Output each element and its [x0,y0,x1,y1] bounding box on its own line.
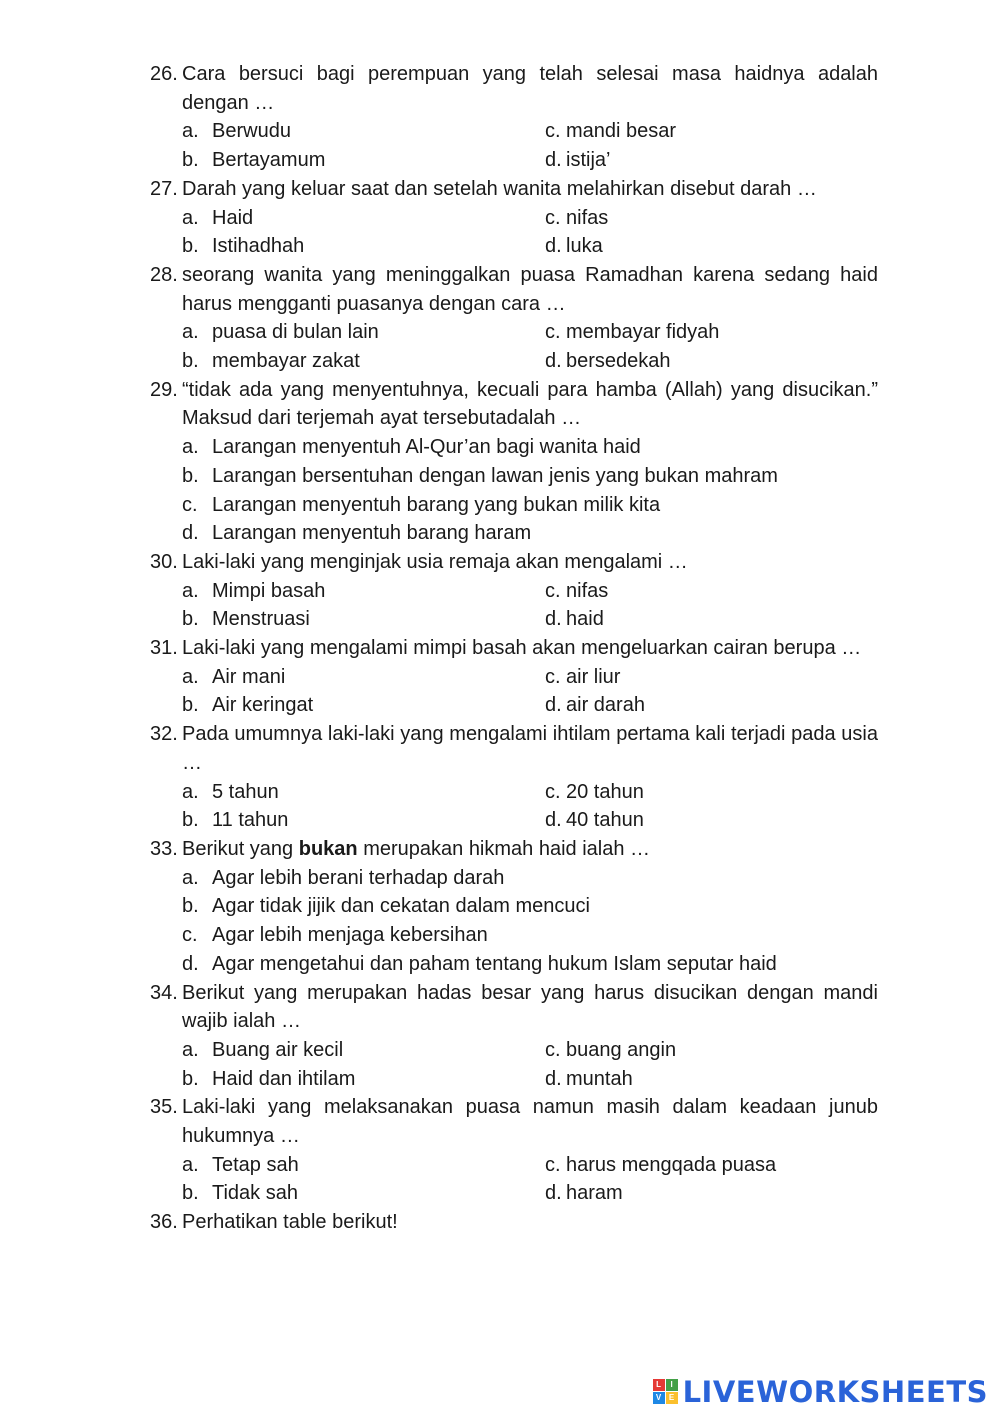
question-number: 32. [150,723,178,746]
option-text: Menstruasi [212,608,310,631]
question-number: 28. [150,263,178,286]
answer-option[interactable] [182,232,545,261]
question-number: 35. [150,1096,178,1119]
answer-option[interactable] [182,491,878,520]
option-letter: d. [545,809,562,832]
question-number: 33. [150,837,178,860]
option-text: Mimpi basah [212,579,326,602]
answer-option[interactable] [545,1036,878,1065]
option-text: 40 tahun [566,809,644,832]
logo-mark-square: I [666,1379,678,1391]
question-text: Perhatikan table berikut! [182,1211,398,1234]
answer-option[interactable] [182,778,545,807]
question-text-part: Berikut yang [182,837,299,860]
answer-option[interactable] [545,691,878,720]
option-letter: d. [545,1182,562,1205]
question-text: Laki-laki yang melaksanakan puasa namun masih dalam keadaan junub hukumnya … [182,1096,878,1148]
option-text: bersedekah [566,350,671,373]
answer-option[interactable] [545,1065,878,1094]
option-letter: b. [182,809,199,832]
option-letter: d. [545,149,562,172]
option-text: 11 tahun [212,809,289,832]
logo-mark-square: L [653,1379,665,1391]
question-stem [150,634,878,663]
answer-option[interactable] [182,204,545,233]
question-stem [150,175,878,204]
question-text: seorang wanita yang meninggalkan puasa Ramadhan karena sedang haid harus mengganti puasanya dengan cara … [182,263,878,315]
question-number: 29. [150,378,178,401]
question-number: 34. [150,981,178,1004]
option-text: istija’ [566,149,611,172]
answer-options [150,663,878,720]
option-text: Tetap sah [212,1153,299,1176]
logo-mark-icon [653,1379,679,1405]
option-text: harus mengqada puasa [566,1153,777,1176]
question-text: Laki-laki yang menginjak usia remaja akan mengalami … [182,550,688,573]
question-text: Pada umumnya laki-laki yang mengalami ihtilam pertama kali terjadi pada usia … [182,723,878,774]
option-text: haram [566,1182,623,1205]
answer-option[interactable] [182,892,878,921]
question-list [150,60,878,1237]
answer-options [150,433,878,548]
option-text: luka [566,235,603,258]
option-letter: a. [182,321,199,344]
question-stem [150,1093,878,1150]
option-text: Air keringat [212,694,314,717]
option-letter: b. [182,694,199,717]
answer-option[interactable] [182,1036,545,1065]
answer-options [150,117,878,174]
question-number: 30. [150,550,178,573]
question-item [150,376,878,548]
option-letter: a. [182,579,199,602]
question-item [150,835,878,979]
question-number: 36. [150,1211,178,1234]
answer-options [150,1151,878,1208]
option-text: Haid dan ihtilam [212,1067,356,1090]
option-text: buang angin [566,1038,677,1061]
question-item [150,261,878,376]
option-text: Bertayamum [212,149,326,172]
answer-option[interactable] [182,605,545,634]
answer-option[interactable] [545,577,878,606]
option-text: membayar zakat [212,350,360,373]
option-letter: b. [182,608,199,631]
option-text: Istihadhah [212,235,305,258]
option-text: Larangan menyentuh Al-Qur’an bagi wanita haid [212,436,641,459]
answer-option[interactable] [545,806,878,835]
option-text: nifas [566,206,609,229]
question-stem [150,261,878,318]
option-text: air darah [566,694,645,717]
option-text: nifas [566,579,609,602]
option-text: Larangan menyentuh barang haram [212,522,532,545]
option-text: mandi besar [566,120,677,143]
option-letter: b. [182,149,199,172]
option-letter: a. [182,780,199,803]
question-number: 31. [150,637,178,660]
option-text: membayar fidyah [566,321,720,344]
option-text: Agar lebih berani terhadap darah [212,866,505,889]
logo-mark-square: E [666,1392,678,1404]
option-letter: c. [545,579,561,602]
question-text: Cara bersuci bagi perempuan yang telah selesai masa haidnya adalah dengan … [182,63,878,114]
option-letter: a. [182,206,199,229]
option-letter: a. [182,866,199,889]
option-letter: c. [545,120,561,143]
question-stem [150,835,878,864]
option-text: Agar tidak jijik dan cekatan dalam mencuci [212,895,590,918]
option-letter: d. [545,608,562,631]
answer-option[interactable] [182,663,545,692]
answer-option[interactable] [182,146,545,175]
question-number: 27. [150,177,178,200]
answer-option[interactable] [182,921,878,950]
option-letter: b. [182,235,199,258]
answer-options [150,577,878,634]
logo-mark-square: V [653,1392,665,1404]
question-item [150,1093,878,1208]
answer-option[interactable] [545,605,878,634]
option-text: Agar lebih menjaga kebersihan [212,924,488,947]
answer-option[interactable] [182,950,878,979]
option-letter: d. [545,694,562,717]
question-stem [150,720,878,777]
answer-options [150,204,878,261]
option-letter: c. [545,780,561,803]
answer-option[interactable] [182,691,545,720]
logo-text: LIVEWORKSHEETS [682,1375,988,1409]
question-text-part: merupakan hikmah haid ialah … [357,837,651,860]
answer-options [150,318,878,375]
answer-option[interactable] [182,318,545,347]
question-stem [150,60,878,117]
option-letter: b. [182,464,199,487]
question-text: Laki-laki yang mengalami mimpi basah akan mengeluarkan cairan berupa … [182,637,862,660]
option-text: Larangan menyentuh barang yang bukan milik kita [212,493,661,516]
option-text: Haid [212,206,254,229]
option-text: 20 tahun [566,780,644,803]
option-letter: c. [545,321,561,344]
option-letter: c. [545,1153,561,1176]
option-letter: b. [182,350,199,373]
answer-option[interactable] [545,778,878,807]
question-item [150,1208,878,1237]
option-letter: a. [182,120,199,143]
option-text: Berwudu [212,120,291,143]
option-letter: d. [182,522,199,545]
question-item [150,548,878,634]
option-text: haid [566,608,604,631]
answer-option[interactable] [545,232,878,261]
option-text: Larangan bersentuhan dengan lawan jenis yang bukan mahram [212,464,778,487]
answer-options [150,1036,878,1093]
question-item [150,175,878,261]
answer-option[interactable] [182,117,545,146]
option-letter: a. [182,665,199,688]
question-item [150,634,878,720]
option-text: air liur [566,665,621,688]
question-stem [150,548,878,577]
question-stem [150,1208,878,1237]
option-text: Air mani [212,665,286,688]
answer-option[interactable] [182,864,878,893]
answer-option[interactable] [545,318,878,347]
answer-option[interactable] [182,433,878,462]
question-number: 26. [150,63,178,85]
question-item [150,60,878,175]
option-text: puasa di bulan lain [212,321,379,344]
question-item [150,979,878,1094]
option-letter: b. [182,1182,199,1205]
question-stem [150,979,878,1036]
answer-option[interactable] [182,806,545,835]
question-text: “tidak ada yang menyentuhnya, kecuali para hamba (Allah) yang disucikan.” Maksud dari terjemah ayat tersebutadalah … [182,378,878,430]
question-text [182,835,878,864]
answer-option[interactable] [182,519,878,548]
option-letter: c. [182,493,198,516]
answer-option[interactable] [182,1065,545,1094]
answer-option[interactable] [182,347,545,376]
option-letter: b. [182,895,199,918]
answer-option[interactable] [182,1179,545,1208]
liveworksheets-logo [653,1375,988,1409]
option-letter: d. [545,1067,562,1090]
option-text: Tidak sah [212,1182,298,1205]
option-letter: b. [182,1067,199,1090]
question-text-emphasis: bukan [298,837,358,860]
option-letter: c. [545,1038,561,1061]
answer-options [150,778,878,835]
option-letter: a. [182,436,199,459]
option-letter: a. [182,1038,199,1061]
option-letter: c. [545,206,561,229]
option-letter: d. [545,235,562,258]
answer-option[interactable] [545,1151,878,1180]
answer-option[interactable] [545,1179,878,1208]
answer-option[interactable] [182,462,878,491]
question-stem [150,376,878,433]
option-text: Agar mengetahui dan paham tentang hukum Islam seputar haid [212,952,777,975]
answer-options [150,864,878,979]
option-letter: d. [545,350,562,373]
answer-option[interactable] [545,347,878,376]
option-letter: a. [182,1153,199,1176]
question-text: Berikut yang merupakan hadas besar yang harus disucikan dengan mandi wajib ialah … [182,981,878,1033]
option-text: Buang air kecil [212,1038,344,1061]
answer-option[interactable] [545,117,878,146]
option-text: muntah [566,1067,633,1090]
answer-option[interactable] [545,663,878,692]
question-item [150,720,878,835]
option-letter: c. [182,924,198,947]
answer-option[interactable] [545,146,878,175]
question-text: Darah yang keluar saat dan setelah wanita melahirkan disebut darah … [182,177,817,200]
answer-option[interactable] [545,204,878,233]
answer-option[interactable] [182,1151,545,1180]
option-letter: c. [545,665,561,688]
answer-option[interactable] [182,577,545,606]
option-letter: d. [182,952,199,975]
option-text: 5 tahun [212,780,279,803]
